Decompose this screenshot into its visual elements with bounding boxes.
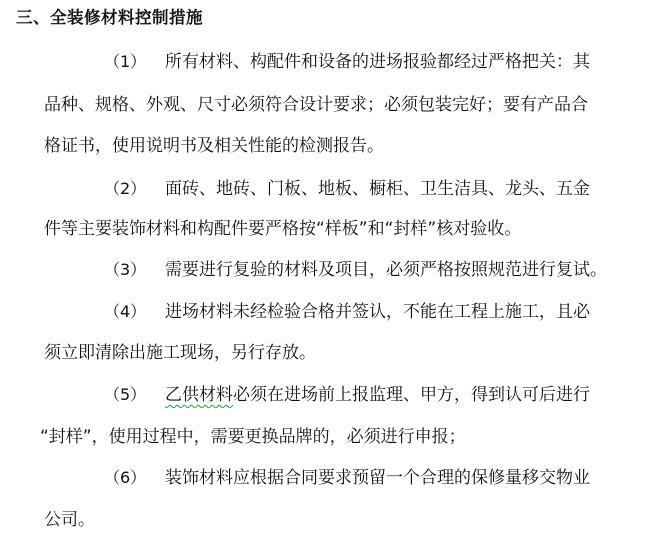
underlined-term: 乙供材料: [165, 385, 233, 405]
item-number: （6）: [104, 468, 147, 487]
paragraph-line: 件等主要装饰材料和构配件要严格按“样板”和“封样”核对验收。: [44, 219, 522, 239]
item-number: （3）: [104, 260, 147, 279]
paragraph-line: 格证书，使用说明书及相关性能的检测报告。: [44, 136, 384, 156]
paragraph-line: [165, 383, 590, 407]
paragraph-line: 须立即清除出施工现场，另行存放。: [44, 343, 316, 363]
item-number: （1）: [104, 52, 147, 71]
paragraph-line: 需要进行复验的材料及项目，必须严格按照规范进行复试。: [165, 260, 607, 280]
paragraph-line: 面砖、地砖、门板、地板、橱柜、卫生洁具、龙头、五金: [165, 179, 590, 199]
paragraph-line: 所有材料、构配件和设备的进场报验都经过严格把关：其: [165, 52, 590, 72]
section-heading: 三、全装修材料控制措施: [16, 8, 203, 27]
item-number: （4）: [104, 302, 147, 321]
item-number: （2）: [104, 179, 147, 198]
paragraph-line: 进场材料未经检验合格并签认，不能在工程上施工，且必: [165, 302, 590, 322]
paragraph-line: 品种、规格、外观、尺寸必须符合设计要求；必须包装完好；要有产品合: [44, 95, 588, 115]
item-number: （5）: [104, 385, 147, 404]
paragraph-line: “封样”，使用过程中，需要更换品牌的，必须进行申报；: [40, 427, 466, 447]
paragraph-line: 装饰材料应根据合同要求预留一个合理的保修量移交物业: [165, 468, 590, 488]
line-text: 必须在进场前上报监理、甲方，得到认可后进行: [233, 385, 590, 405]
paragraph-line: 公司。: [44, 510, 95, 530]
